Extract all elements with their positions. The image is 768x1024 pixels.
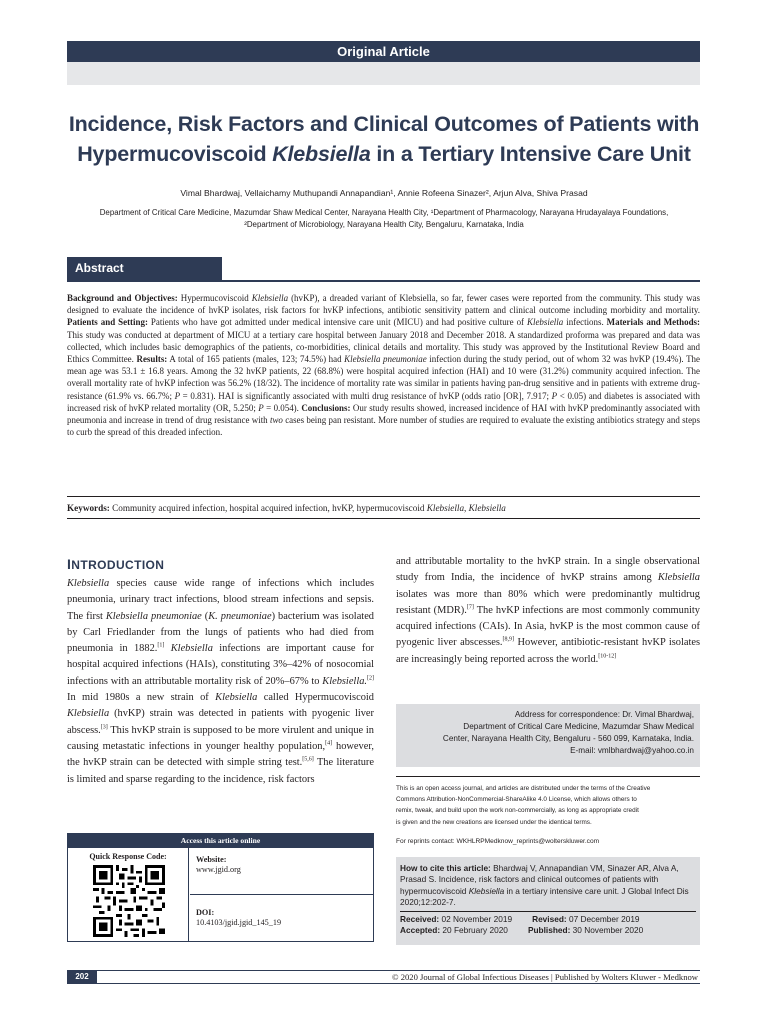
- received-label: Received:: [400, 913, 440, 924]
- title-line-2-post: in a Tertiary Intensive Care Unit: [370, 142, 691, 166]
- intro-text: however, the hvKP strain can be detected with simple string test.: [67, 740, 374, 769]
- doi-label-text: DOI:: [196, 908, 215, 917]
- page-number: 202: [67, 970, 97, 984]
- abstract-text-run: = 0.054).: [263, 402, 302, 413]
- website-link[interactable]: www.jgid.org: [196, 865, 241, 874]
- intro-text: ) bacterium was isolated by Carl Friedlander from the lungs of patients who had died from pneumonia in 1882.: [67, 610, 375, 655]
- qr-panel: [68, 848, 189, 942]
- citation-ref[interactable]: [1]: [157, 642, 165, 649]
- correspondence-email[interactable]: E-mail: vmlbhardwaj@yahoo.co.in: [570, 746, 694, 755]
- intro-italic: Klebsiella: [657, 572, 700, 584]
- revised-value: 07 December 2019: [566, 913, 640, 924]
- reprints-contact[interactable]: For reprints contact: WKHLRPMedknow_reprints@wolterskluwer.com: [396, 838, 600, 845]
- correspondence-line: Center, Narayana Health City, Bengaluru - 560 099, Karnataka, India.: [442, 734, 694, 743]
- open-access-rule: [396, 776, 700, 777]
- intro-text: isolates was more than 80% which were predominantly multidrug resistant (MDR).: [396, 588, 700, 616]
- open-access-line: This is an open access journal, and articles are distributed under the terms of the Creative: [396, 785, 651, 792]
- published-label: Published:: [527, 925, 571, 936]
- abstract-text-run: < 0.05) and diabetes is associated with increased risk of hvKP related mortality (OR, 5.250;: [67, 390, 700, 413]
- doi-label: [196, 908, 374, 918]
- how-to-cite-box: [396, 857, 700, 945]
- abstract-text-run: infection during the study period, out of whom 32 was hvKP (19.4%). The mean age was 53.1 ± 16.8 years. Among the 32 hvKP patients, 22 (68.8%) were hospital acquired infection (HAI) and 10 were (31.2%) community acquired infection. The overall mortality rate of hvKP infection was 56.2% (18/32). The incidence of mortality rate was similar in patients having pan-drug sensitive and in patients with extreme drug-resistance (61.9% vs. 66.7%;: [67, 354, 700, 401]
- correspondence-box: [396, 704, 700, 767]
- abstract-text-run: This study was conducted at department of MICU at a tertiary care hospital between January 2018 and December 2018. A standardized proforma was prepared and data was collected, which includes basic demographics of the patients, co-morbidities, clinical details and mortality. This study was approved by the Institutional Review Board and Ethics Committee.: [67, 329, 700, 365]
- intro-paragraph-left: [67, 576, 374, 788]
- keywords-label: Keywords:: [67, 503, 110, 513]
- accepted-date: [400, 925, 518, 935]
- intro-italic: K. pneumoniae: [208, 610, 272, 622]
- title-line-2-italic: Klebsiella: [272, 142, 371, 166]
- keywords-separator: ,: [464, 503, 469, 513]
- abstract-background-label: Background and Objectives:: [67, 293, 178, 303]
- intro-italic: Klebsiella pneumoniae: [105, 610, 202, 622]
- intro-text: and attributable mortality to the hvKP strain. In a single observational study from India, the incidence of hvKP strains among: [396, 556, 700, 584]
- abstract-text-run: infections.: [563, 317, 607, 328]
- intro-text: (: [201, 610, 209, 622]
- abstract-rule: [67, 280, 700, 282]
- intro-text: called Hypermucoviscoid: [257, 692, 374, 704]
- title-line-2: [60, 139, 708, 169]
- cite-divider: [400, 911, 696, 912]
- affiliation-line-1: Department of Critical Care Medicine, Mazumdar Shaw Medical Center, Narayana Health City, ¹Department of Pharmacology, Narayana Hrudayalaya Foundations,: [99, 208, 669, 217]
- correspondence-line: Department of Critical Care Medicine, Mazumdar Shaw Medical: [463, 722, 694, 731]
- abstract-italic-run: Klebsiella: [527, 317, 564, 328]
- intro-italic: Klebsiella.: [322, 675, 367, 687]
- abstract-text-run: Patients who have got admitted under medical intensive care unit (MICU) and had positive culture of: [147, 317, 527, 328]
- abstract-text-run: (hvKP), a dreaded variant of Klebsiella, so far, fewer cases were reported from the community. This study was designed to evaluate the incidence of hvKP isolates, risk factors for hvKP infections, antibiotic sensitivity pattern and clinical outcome including morbidity and mortality.: [67, 293, 700, 316]
- intro-text: infections are important cause for hospital acquired infections (HAIs), constituting 3%–42% of nosocomial infections with an attributable mortality risk of 20%–67% to: [67, 643, 374, 687]
- introduction-heading: [67, 556, 164, 572]
- title-line-1: Incidence, Risk Factors and Clinical Outcomes of Patients with: [68, 112, 700, 136]
- abstract-italic-run: P: [551, 390, 558, 401]
- abstract-text: [67, 292, 700, 438]
- keywords-text: Community acquired infection, hospital acquired infection, hvKP, hypermucoviscoid: [109, 503, 427, 513]
- abstract-text-run: cases being pan resistant. More number of studies are required to evaluate the existing antibiotics strategy and steps to curb the spread of this dreaded infection.: [67, 415, 700, 438]
- correspondence-line: Address for correspondence: Dr. Vimal Bhardwaj,: [514, 710, 694, 719]
- intro-text: However, antibiotic-resistant hvKP isolates are increasingly being reported across the world.: [396, 637, 700, 665]
- dates-row-2: [400, 925, 696, 936]
- banner-band: [67, 62, 700, 85]
- website-label: [196, 855, 374, 865]
- abstract-text-run: A total of 165 patients (males, 123; 74.5%) had: [167, 354, 345, 365]
- article-title: [60, 109, 708, 169]
- intro-text: species cause wide range of infections which includes pneumonia, urinary tract infections, blood stream infections and sepsis. The first: [67, 578, 374, 622]
- abstract-italic-run: two: [269, 415, 283, 426]
- intro-paragraph-right: [396, 554, 700, 668]
- website-label-text: Website:: [196, 855, 227, 864]
- abstract-text-run: = 0.831). HAI is significantly associated with multi drug resistance of hvKP (odds ratio [OR], 7.917;: [180, 390, 552, 401]
- affiliations: [60, 207, 708, 231]
- abstract-italic-run: Klebsiella pneumoniae: [344, 354, 427, 365]
- intro-italic: Klebsiella: [67, 578, 110, 589]
- cite-text: Bhardwaj V, Annapandian VM, Sinazer AR, Alva A, Prasad S. Incidence, risk factors and clinical outcomes of patients with hypermucoviscoid: [400, 863, 679, 896]
- affiliation-line-2: ²Department of Microbiology, Narayana Health City, Bengaluru, Karnataka, India: [244, 220, 524, 229]
- open-access-line: is given and the new creations are licensed under the identical terms.: [396, 818, 592, 826]
- intro-text: In mid 1980s a new strain of: [67, 692, 216, 704]
- title-line-2-pre: Hypermucoviscoid: [77, 142, 273, 166]
- intro-italic: Klebsiella: [215, 692, 258, 704]
- abstract-results-label: Results:: [136, 354, 168, 365]
- access-online-box: [67, 833, 374, 942]
- abstract-methods-label: Materials and Methods:: [606, 317, 700, 328]
- footer-copyright: © 2020 Journal of Global Infectious Diseases | Published by Wolters Kluwer - Medknow: [392, 972, 698, 982]
- keywords-italic: Klebsiella: [426, 503, 465, 513]
- citation-ref[interactable]: [5,6]: [302, 756, 314, 763]
- open-access-line: remix, tweak, and build upon the work non-commercially, as long as appropriate credit: [396, 807, 639, 815]
- published-value: 30 November 2020: [570, 925, 644, 936]
- abstract-text-run: Hypermucoviscoid: [177, 293, 252, 303]
- intro-text: The hvKP infections are most commonly community acquired infections (CAIs). In Asia, hvKP is the most common cause of pyogenic liver abscesses.: [396, 604, 700, 649]
- intro-text: The literature is limited and sparse regarding to the incidence, risk factors: [67, 757, 374, 785]
- abstract-setting-label: Patients and Setting:: [67, 317, 148, 328]
- keywords-rule-bottom: [67, 518, 700, 519]
- author-list: Vimal Bhardwaj, Vellaichamy Muthupandi Annapandian¹, Annie Rofeena Sinazer², Arjun Alva, Shiva Prasad: [180, 188, 588, 198]
- citation-ref[interactable]: [3]: [100, 724, 108, 731]
- doi-link[interactable]: 10.4103/jgid.jgid_145_19: [196, 918, 282, 927]
- doi-cell: [190, 895, 374, 942]
- intro-italic: Klebsiella: [170, 643, 213, 655]
- abstract-italic-run: Klebsiella: [251, 293, 289, 303]
- citation-ref[interactable]: [2]: [367, 675, 374, 682]
- citation-ref[interactable]: [4]: [325, 740, 333, 747]
- published-date: [528, 925, 653, 935]
- abstract-text-run: Our study results showed, increased incidence of HAI with hvKP predominantly associated with pneumonia and increase in trend of drug resistance with: [67, 402, 700, 426]
- open-access-notice: [396, 783, 700, 828]
- intro-italic: Klebsiella: [67, 708, 110, 720]
- received-date: [400, 914, 522, 924]
- access-online-heading: Access this article online: [68, 834, 373, 848]
- abstract-italic-run: P: [258, 402, 264, 413]
- accepted-value: 20 February 2020: [440, 925, 508, 936]
- intro-heading-initial: I: [67, 556, 72, 572]
- revised-label: Revised:: [532, 913, 567, 924]
- website-cell: [190, 848, 374, 895]
- cite-italic: Klebsiella: [468, 885, 505, 896]
- intro-text: (hvKP) strain was detected in patients with pyogenic liver abscess.: [67, 708, 374, 736]
- citation-text: [400, 863, 696, 909]
- intro-heading-rest: NTRODUCTION: [71, 558, 165, 572]
- open-access-line: Commons Attribution-NonCommercial-ShareAlike 4.0 License, which allows others to: [396, 796, 637, 804]
- citation-ref[interactable]: [7]: [466, 604, 474, 611]
- qr-code-icon[interactable]: [92, 865, 166, 937]
- citation-ref[interactable]: [10-12]: [598, 653, 617, 660]
- cite-label: How to cite this article:: [400, 863, 491, 873]
- keywords-rule-top: [67, 496, 700, 497]
- abstract-italic-run: P: [174, 390, 181, 401]
- revised-date: [532, 914, 649, 924]
- dates-row-1: [400, 914, 696, 925]
- accepted-label: Accepted:: [400, 925, 441, 936]
- abstract-heading: Abstract: [67, 257, 222, 280]
- intro-text: This hvKP strain is supposed to be more virulent and unique in causing metastatic infections in younger healthy population,: [67, 724, 374, 752]
- article-type-banner: Original Article: [67, 41, 700, 62]
- keywords-italic: Klebsiella: [468, 503, 506, 513]
- abstract-conclusions-label: Conclusions:: [301, 402, 351, 413]
- received-value: 02 November 2019: [439, 913, 513, 924]
- keywords: [67, 502, 700, 514]
- cite-text: in a tertiary intensive care unit. J Global Infect Dis 2020;12:202-7.: [400, 885, 689, 908]
- citation-ref[interactable]: [8,9]: [502, 637, 515, 644]
- qr-label: Quick Response Code:: [89, 852, 167, 861]
